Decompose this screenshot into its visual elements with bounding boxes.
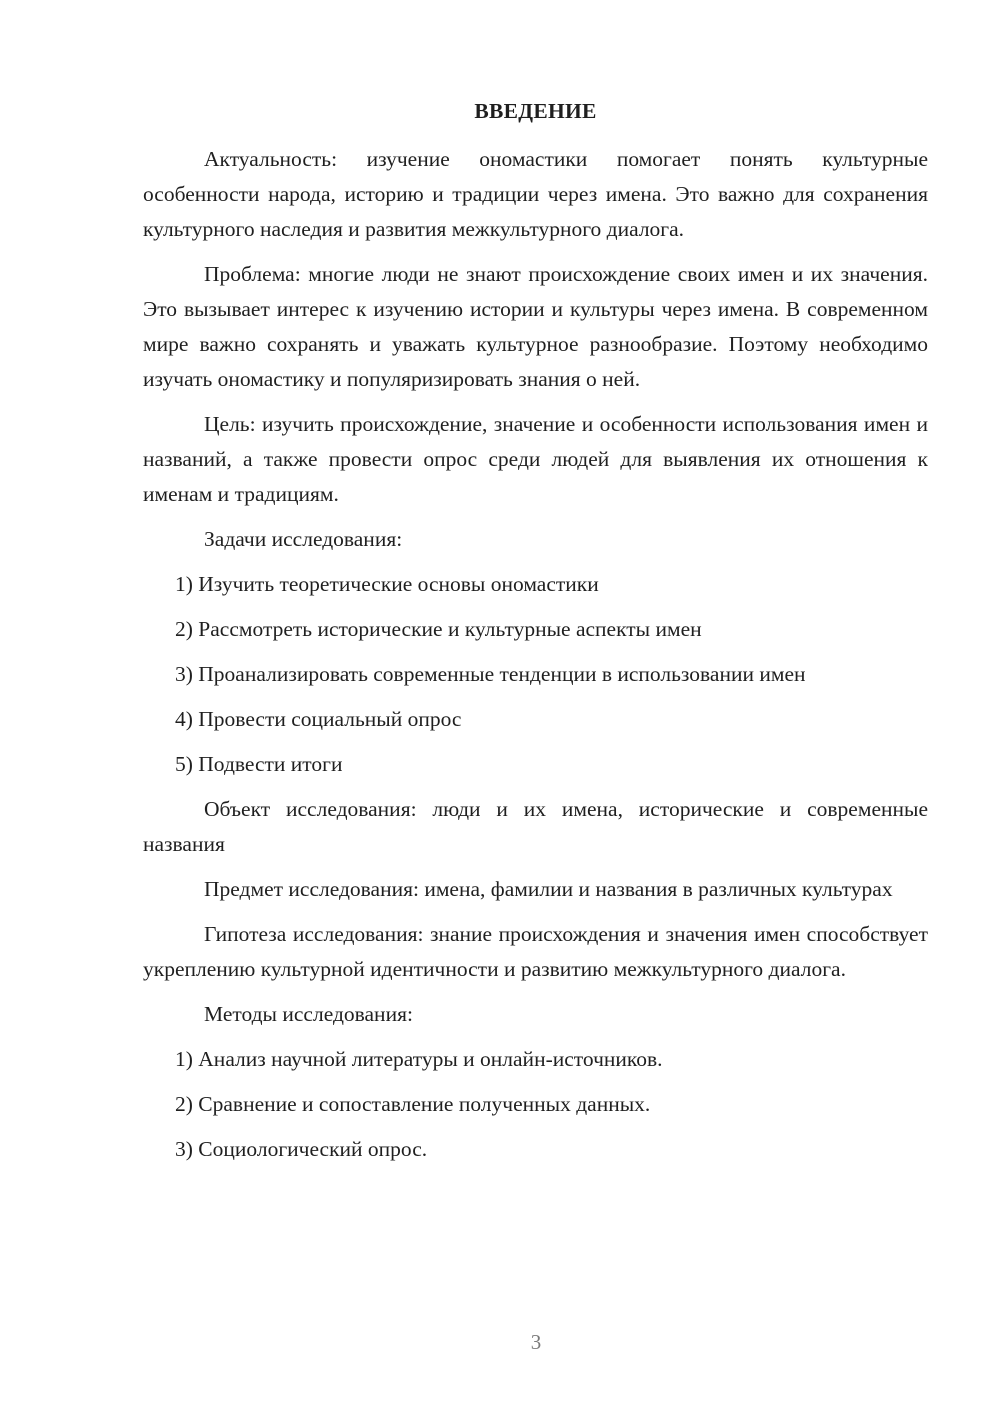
hypothesis-paragraph: Гипотеза исследования: знание происхождения и значения имен способствует укреплению культурной идентичности и развитию межкультурного диалога. bbox=[143, 922, 928, 981]
object-paragraph: Объект исследования: люди и их имена, исторические и современные названия bbox=[143, 797, 928, 856]
method-item: 3) Социологический опрос. bbox=[175, 1137, 428, 1161]
page-number: 3 bbox=[530, 1330, 542, 1354]
task-item: 1) Изучить теоретические основы ономастики bbox=[175, 572, 599, 596]
methods-label: Методы исследования: bbox=[204, 1002, 413, 1026]
problem-paragraph: Проблема: многие люди не знают происхождение своих имен и их значения. Это вызывает интерес к изучению истории и культуры через имена. В современном мире важно сохранять и уважать культурное разнообразие. Поэтому необходимо изучать ономастику и популяризировать знания о ней. bbox=[143, 262, 928, 391]
tasks-label: Задачи исследования: bbox=[204, 527, 403, 551]
relevance-paragraph: Актуальность: изучение ономастики помогает понять культурные особенности народа, историю и традиции через имена. Это важно для сохранения культурного наследия и развития межкультурного диалога. bbox=[143, 147, 928, 241]
goal-paragraph: Цель: изучить происхождение, значение и особенности использования имен и названий, а также провести опрос среди людей для выявления их отношения к именам и традициям. bbox=[143, 412, 928, 506]
method-item: 2) Сравнение и сопоставление полученных данных. bbox=[175, 1092, 651, 1116]
subject-paragraph: Предмет исследования: имена, фамилии и названия в различных культурах bbox=[204, 877, 893, 901]
task-item: 5) Подвести итоги bbox=[175, 752, 343, 776]
method-item: 1) Анализ научной литературы и онлайн-источников. bbox=[175, 1047, 663, 1071]
task-item: 4) Провести социальный опрос bbox=[175, 707, 462, 731]
methods-list bbox=[143, 1042, 928, 1167]
task-item: 3) Проанализировать современные тенденции в использовании имен bbox=[175, 662, 806, 686]
tasks-list bbox=[143, 567, 928, 782]
task-item: 2) Рассмотреть исторические и культурные аспекты имен bbox=[175, 617, 702, 641]
section-heading: ВВЕДЕНИЕ bbox=[474, 99, 597, 123]
document-page bbox=[143, 94, 928, 1177]
